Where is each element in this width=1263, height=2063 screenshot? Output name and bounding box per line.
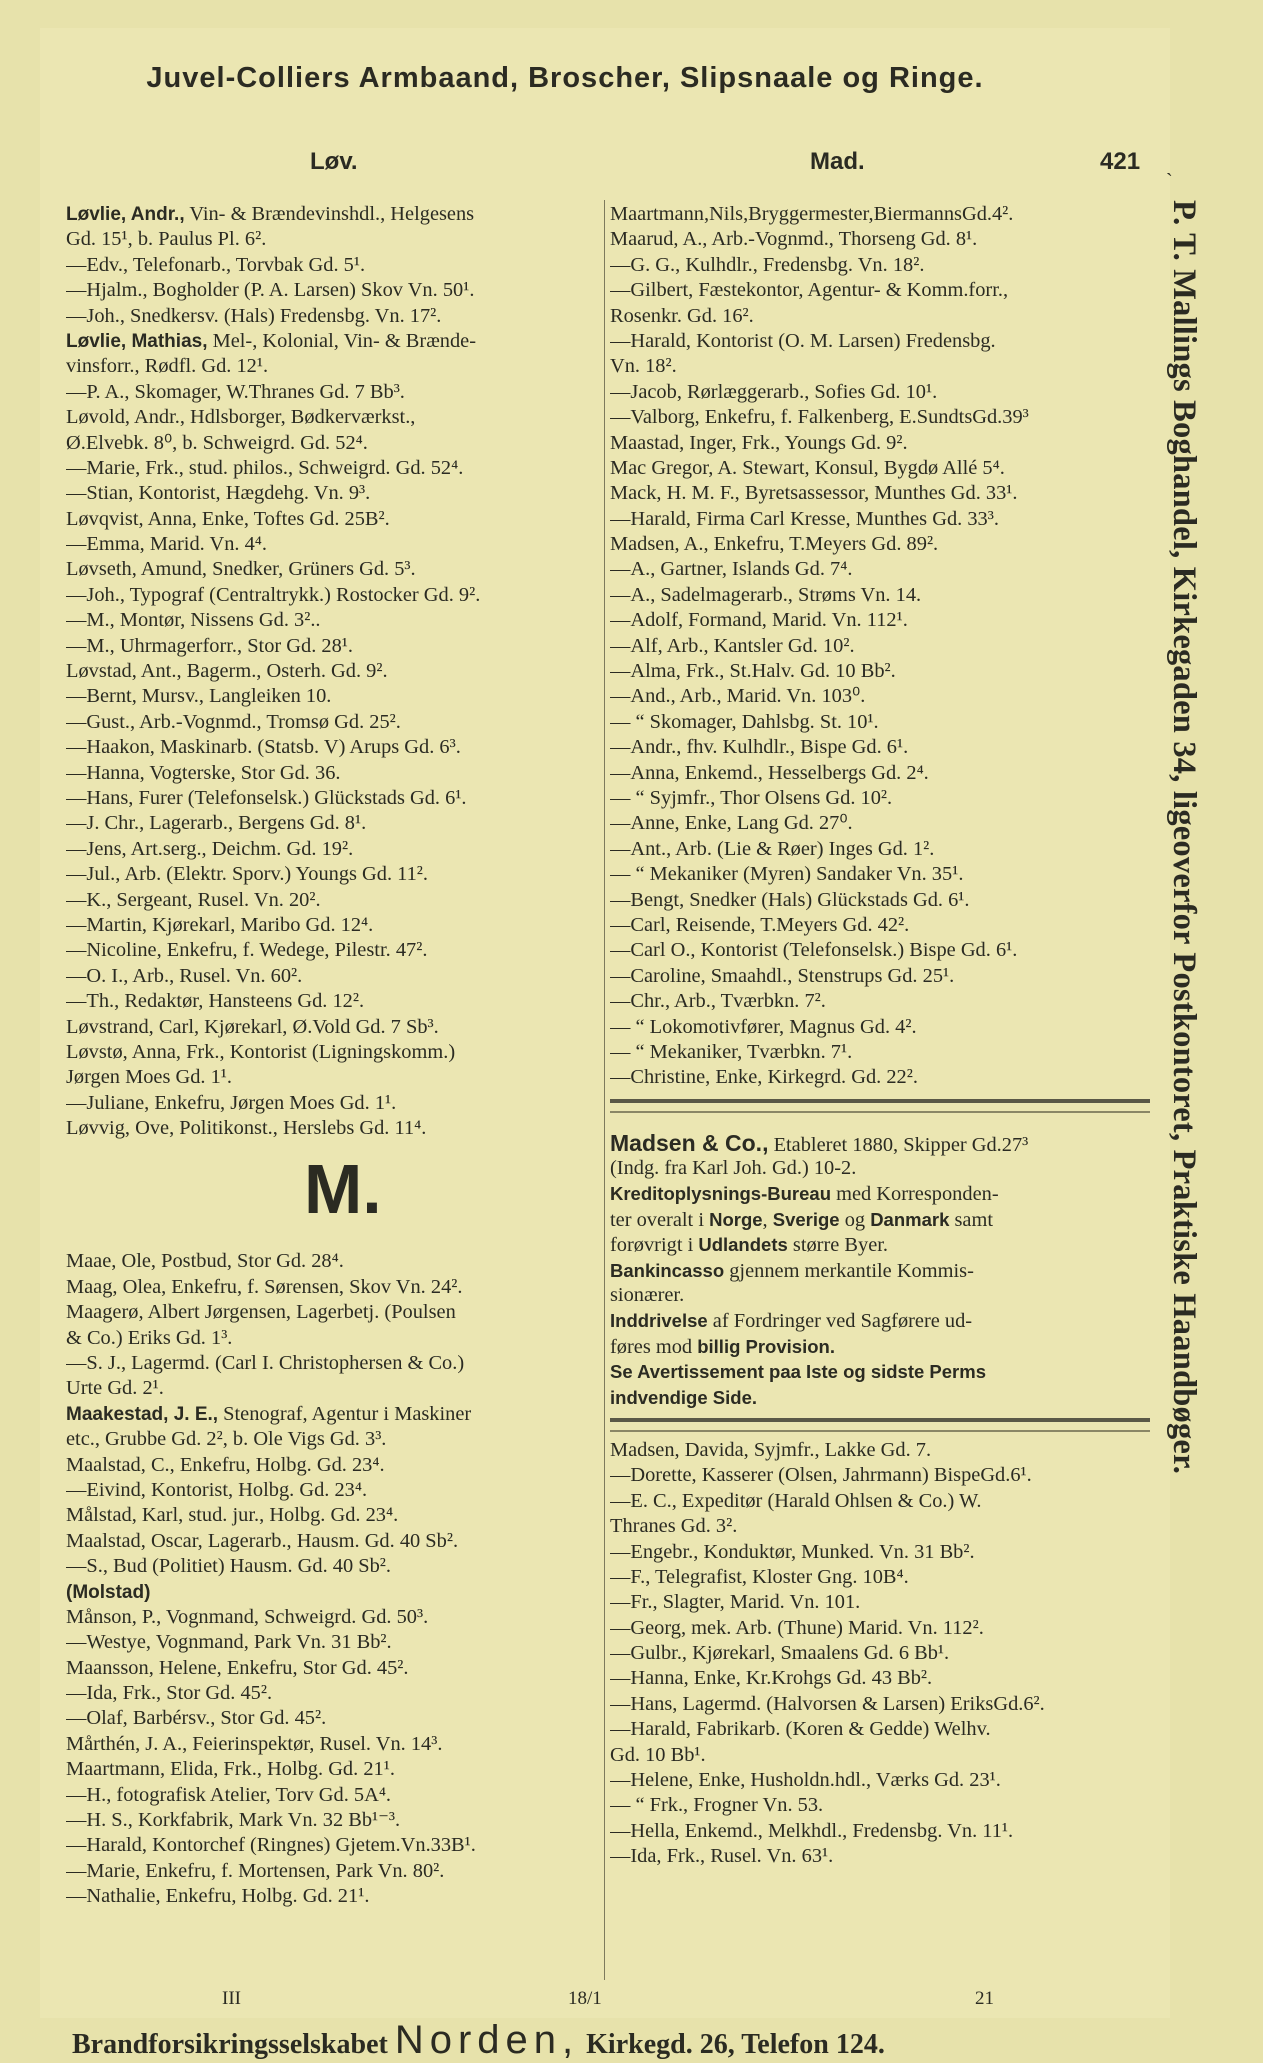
ad-og: og	[839, 1208, 871, 1231]
directory-entry	[66, 1605, 602, 1630]
entry-text: Maalstad, Oscar, Lagerarb., Hausm. Gd. 40 Sb².	[66, 1529, 459, 1552]
entry-text: etc., Grubbe Gd. 2², b. Ole Vigs Gd. 3³.	[66, 1428, 387, 1451]
directory-entry	[66, 938, 602, 963]
directory-entry	[66, 1326, 602, 1351]
directory-entry: —A., Sadelmagerarb., Strøms Vn. 14.	[610, 583, 922, 606]
directory-entry	[66, 608, 602, 633]
directory-entry: — “ Lokomotivfører, Magnus Gd. 4².	[610, 1015, 917, 1038]
directory-entry: — “ Frk., Frogner Vn. 53.	[610, 1794, 824, 1817]
directory-entry	[66, 1783, 602, 1808]
directory-entry	[66, 1249, 602, 1274]
bottom-banner-norden: Norden,	[394, 2018, 580, 2062]
ad-line5b: større Byer.	[787, 1234, 889, 1257]
directory-entry: —Hanna, Enke, Kr.Krohgs Gd. 43 Bb².	[610, 1667, 933, 1690]
directory-entry: —Anne, Enke, Lang Gd. 27⁰.	[610, 812, 853, 835]
ad-line5a: forøvrigt i	[610, 1234, 699, 1257]
directory-entry	[66, 431, 602, 456]
directory-entry: —Harald, Fabrikarb. (Koren & Gedde) Welhv.	[610, 1718, 991, 1741]
entry-text: —Bernt, Mursv., Langleiken 10.	[66, 685, 332, 708]
directory-entry: —Ant., Arb. (Lie & Røer) Inges Gd. 1².	[610, 837, 935, 860]
entry-text: Løvstø, Anna, Frk., Kontorist (Ligningskomm.)	[66, 1040, 456, 1063]
ad-company-name: Madsen & Co.,	[610, 1130, 769, 1156]
bottom-banner-a: Brandforsikringsselskabet	[72, 2029, 395, 2060]
directory-entry: —Alma, Frk., St.Halv. Gd. 10 Bb².	[610, 660, 896, 683]
directory-entry: Mack, H. M. F., Byretsassessor, Munthes Gd. 33¹.	[610, 482, 1018, 505]
directory-entry: Gd. 10 Bb¹.	[610, 1743, 706, 1766]
directory-entry: — “ Skomager, Dahlsbg. St. 10¹.	[610, 710, 879, 733]
directory-entry	[66, 989, 602, 1014]
running-head-right: Mad.	[810, 148, 865, 175]
top-advertisement-banner: Juvel-Colliers Armbaand, Broscher, Slipsnaale og Ringe.	[146, 62, 984, 94]
directory-entry: —A., Gartner, Islands Gd. 7⁴.	[610, 558, 853, 581]
directory-entry	[66, 253, 602, 278]
directory-entry: Mac Gregor, A. Stewart, Konsul, Bygdø Allé 5⁴.	[610, 456, 1005, 479]
right-entries-maa	[610, 202, 1150, 1091]
directory-entry	[66, 456, 602, 481]
entry-text: Løvstrand, Carl, Kjørekarl, Ø.Vold Gd. 7 Sb³.	[66, 1015, 439, 1038]
directory-entry	[66, 1427, 602, 1452]
directory-entry	[66, 583, 602, 608]
directory-entry	[66, 354, 602, 379]
directory-entry	[66, 1275, 602, 1300]
entry-text: Vin- & Brændevinshdl., Helgesens	[184, 203, 475, 225]
entry-text: Maag, Olea, Enkefru, f. Sørensen, Skov Vn. 24².	[66, 1275, 463, 1298]
entry-text: —Olaf, Barbérsv., Stor Gd. 45².	[66, 1707, 327, 1730]
directory-entry: —Fr., Slagter, Marid. Vn. 101.	[610, 1591, 861, 1614]
ad-comma: ,	[762, 1208, 773, 1231]
directory-entry	[66, 557, 602, 582]
directory-entry	[66, 1091, 602, 1116]
entry-text: —Eivind, Kontorist, Holbg. Gd. 23⁴.	[66, 1478, 368, 1501]
directory-entry: Rosenkr. Gd. 16².	[610, 304, 754, 327]
ad-udlandets: Udlandets	[698, 1234, 788, 1256]
entry-text: Løvseth, Amund, Snedker, Grüners Gd. 5³.	[66, 558, 416, 581]
entry-text: Målstad, Karl, stud. jur., Holbg. Gd. 23⁴.	[66, 1504, 399, 1527]
entry-text: —H. S., Korkfabrik, Mark Vn. 32 Bb¹⁻³.	[66, 1809, 401, 1832]
entry-text: Ø.Elvebk. 8⁰, b. Schweigrd. Gd. 52⁴.	[66, 431, 368, 454]
ad-danmark: Danmark	[870, 1208, 950, 1230]
directory-entry: —Gulbr., Kjørekarl, Smaalens Gd. 6 Bb¹.	[610, 1642, 950, 1665]
directory-entry	[66, 1681, 602, 1706]
ad-kreditt-rest: med Korresponden-	[831, 1183, 999, 1206]
entry-text: Maae, Ole, Postbud, Stor Gd. 28⁴.	[66, 1250, 344, 1273]
entry-text: —S., Bud (Politiet) Hausm. Gd. 40 Sb².	[66, 1555, 392, 1578]
directory-entry: —F., Telegrafist, Kloster Gng. 10B⁴.	[610, 1565, 909, 1588]
entry-text: —O. I., Arb., Rusel. Vn. 60².	[66, 964, 303, 987]
entry-text: —Th., Redaktør, Hansteens Gd. 12².	[66, 990, 365, 1013]
entry-surname-bold: Maakestad, J. E.,	[66, 1403, 219, 1425]
directory-entry: —Hans, Lagermd. (Halvorsen & Larsen) EriksGd.6².	[610, 1692, 1045, 1715]
entry-text: —Juliane, Enkefru, Jørgen Moes Gd. 1¹.	[66, 1091, 397, 1114]
directory-entry	[66, 1351, 602, 1376]
entry-text: —Hanna, Vogterske, Stor Gd. 36.	[66, 761, 341, 784]
entry-text: Løvqvist, Anna, Enke, Toftes Gd. 25B².	[66, 507, 390, 530]
entry-text: Mårthén, J. A., Feierinspektør, Rusel. Vn. 14³.	[66, 1732, 443, 1755]
directory-entry	[66, 1040, 602, 1065]
directory-entry	[66, 1376, 602, 1401]
entry-text: —Joh., Typograf (Centraltrykk.) Rostocker Gd. 9².	[66, 583, 481, 606]
page-number: 421	[1100, 148, 1141, 175]
directory-entry: Madsen, A., Enkefru, T.Meyers Gd. 89².	[610, 533, 939, 556]
directory-entry: —Harald, Kontorist (O. M. Larsen) Fredensbg.	[610, 329, 996, 352]
side-advertisement-text: P. T. Mallings Boghandel, Kirkegaden 34, ligeoverfor Postkontoret, Praktiske Haandbøger.	[1166, 200, 1202, 1475]
directory-entry: —Adolf, Formand, Marid. Vn. 112¹.	[610, 609, 908, 632]
directory-entry	[66, 1808, 602, 1833]
directory-entry: —Helene, Enke, Husholdn.hdl., Værks Gd. 23¹.	[610, 1769, 1001, 1792]
entry-text: —Ida, Frk., Stor Gd. 45².	[66, 1682, 273, 1705]
section-letter: M.	[304, 1150, 382, 1229]
directory-entry	[66, 1884, 602, 1909]
directory-entry	[66, 913, 602, 938]
directory-entry: —Dorette, Kasserer (Olsen, Jahrmann) BispeGd.6¹.	[610, 1464, 1032, 1487]
entry-text: vinsforr., Rødfl. Gd. 12¹.	[66, 355, 269, 378]
entry-text: Løvold, Andr., Hdlsborger, Bødkerværkst.,	[66, 406, 416, 429]
directory-entry: —G. G., Kulhdlr., Fredensbg. Vn. 18².	[610, 253, 925, 276]
directory-entry: —Caroline, Smaahdl., Stenstrups Gd. 25¹.	[610, 964, 955, 987]
footer-signature-left: III	[222, 1988, 241, 2009]
entry-text: —Stian, Kontorist, Hægdehg. Vn. 9³.	[66, 482, 371, 505]
entry-text: —Jens, Art.serg., Deichm. Gd. 19².	[66, 837, 354, 860]
entry-text: Jørgen Moes Gd. 1¹.	[66, 1066, 233, 1089]
directory-entry	[66, 1630, 602, 1655]
entry-text: —Jul., Arb. (Elektr. Sporv.) Youngs Gd. 11².	[66, 863, 429, 886]
directory-entry	[66, 684, 602, 709]
directory-entry: — “ Mekaniker, Tværbkn. 7¹.	[610, 1040, 853, 1063]
directory-entry: —Harald, Firma Carl Kresse, Munthes Gd. 33³.	[610, 507, 999, 530]
column-divider	[604, 200, 605, 1980]
directory-entry	[66, 507, 602, 532]
running-head-left: Løv.	[310, 148, 358, 175]
entry-text: —Emma, Marid. Vn. 4⁴.	[66, 533, 267, 556]
entry-text: —J. Chr., Lagerarb., Bergens Gd. 8¹.	[66, 812, 367, 835]
directory-entry	[66, 1503, 602, 1528]
directory-entry	[66, 278, 602, 303]
directory-entry	[66, 329, 602, 354]
directory-entry: —Carl, Reisende, T.Meyers Gd. 42².	[610, 913, 910, 936]
ad-line4a: ter overalt i	[610, 1208, 710, 1231]
entry-text: Stenograf, Agentur i Maskiner	[218, 1402, 472, 1425]
entry-text: Maagerø, Albert Jørgensen, Lagerbetj. (Poulsen	[66, 1301, 456, 1324]
entry-surname-bold: (Molstad)	[66, 1581, 151, 1603]
directory-entry	[66, 735, 602, 760]
entry-text: —K., Sergeant, Rusel. Vn. 20².	[66, 888, 321, 911]
directory-entry: —Bengt, Snedker (Hals) Glückstads Gd. 6¹.	[610, 888, 970, 911]
directory-entry: —Hella, Enkemd., Melkhdl., Fredensbg. Vn. 11¹.	[610, 1819, 1014, 1842]
entry-text: —M., Uhrmagerforr., Stor Gd. 28¹.	[66, 634, 354, 657]
ad-line7: sionærer.	[610, 1284, 685, 1307]
entry-text: Mel-, Kolonial, Vin- & Brænde-	[207, 329, 477, 352]
directory-entry	[66, 634, 602, 659]
directory-entry: —Anna, Enkemd., Hesselbergs Gd. 2⁴.	[610, 761, 929, 784]
entry-text: —Gust., Arb.-Vognmd., Tromsø Gd. 25².	[66, 710, 401, 733]
directory-entry	[66, 202, 602, 227]
entry-text: —Nicoline, Enkefru, f. Wedege, Pilestr. 47².	[66, 939, 428, 962]
directory-entry: Maastad, Inger, Frk., Youngs Gd. 9².	[610, 431, 908, 454]
left-entries-m	[66, 1249, 602, 1909]
directory-entry	[66, 1580, 602, 1605]
directory-entry: — “ Mekaniker (Myren) Sandaker Vn. 35¹.	[610, 863, 964, 886]
directory-entry	[66, 1015, 602, 1040]
ad-bottom-rule	[610, 1418, 1150, 1432]
directory-entry	[66, 710, 602, 735]
entry-text: —Edv., Telefonarb., Torvbak Gd. 5¹.	[66, 253, 366, 276]
entry-text: —Martin, Kjørekarl, Maribo Gd. 12⁴.	[66, 913, 374, 936]
directory-entry	[66, 811, 602, 836]
ad-inddrivelse: Inddrivelse	[610, 1310, 708, 1332]
entry-text: Løvstad, Ant., Bagerm., Osterh. Gd. 9².	[66, 660, 388, 683]
right-entries-madsen	[610, 1438, 1150, 1870]
ad-line9a: føres mod	[610, 1335, 698, 1358]
directory-entry	[66, 1453, 602, 1478]
entry-text: —Hjalm., Bogholder (P. A. Larsen) Skov Vn. 50¹.	[66, 279, 475, 302]
directory-entry	[66, 659, 602, 684]
entry-text: & Co.) Eriks Gd. 1³.	[66, 1326, 233, 1349]
footer-signature-center: 18/1	[568, 1988, 602, 2009]
directory-entry	[66, 1478, 602, 1503]
ad-line11: indvendige Side.	[610, 1386, 757, 1408]
entry-text: Gd. 15¹, b. Paulus Pl. 6².	[66, 228, 267, 251]
entry-text: Løvvig, Ove, Politikonst., Herslebs Gd. 11⁴.	[66, 1117, 427, 1140]
entry-text: —Hans, Furer (Telefonselsk.) Glückstads Gd. 6¹.	[66, 786, 467, 809]
directory-entry: —Gilbert, Fæstekontor, Agentur- & Komm.forr.,	[610, 279, 1009, 302]
directory-entry	[66, 1706, 602, 1731]
directory-entry: —Jacob, Rørlæggerarb., Sofies Gd. 10¹.	[610, 380, 938, 403]
entry-text: —Marie, Enkefru, f. Mortensen, Park Vn. 80².	[66, 1859, 445, 1882]
directory-entry: — “ Syjmfr., Thor Olsens Gd. 10².	[610, 786, 893, 809]
directory-entry	[66, 761, 602, 786]
entry-surname-bold: Løvlie, Mathias,	[66, 330, 208, 352]
directory-entry	[66, 1402, 602, 1427]
ad-norge: Norge	[709, 1208, 763, 1230]
entry-text: —H., fotografisk Atelier, Torv Gd. 5A⁴.	[66, 1783, 392, 1806]
entry-text: —Marie, Frk., stud. philos., Schweigrd. Gd. 52⁴.	[66, 456, 464, 479]
directory-entry	[66, 862, 602, 887]
madsen-co-advertisement	[610, 1119, 1150, 1410]
ad-kreditt: Kreditoplysnings-Bureau	[610, 1183, 831, 1205]
entry-text: Maansson, Helene, Enkefru, Stor Gd. 45².	[66, 1656, 409, 1679]
entry-text: —Haakon, Maskinarb. (Statsb. V) Arups Gd. 6³.	[66, 736, 461, 759]
ad-provision: billig Provision.	[697, 1335, 835, 1357]
bottom-banner-c: Kirkegd. 26, Telefon 124.	[579, 2029, 885, 2060]
entry-text: —S. J., Lagermd. (Carl I. Christophersen & Co.)	[66, 1352, 465, 1375]
directory-entry: Thranes Gd. 3².	[610, 1515, 738, 1538]
directory-entry	[66, 405, 602, 430]
left-column	[66, 202, 602, 1910]
ad-line10: Se Avertissement paa Iste og sidste Perms	[610, 1361, 986, 1383]
entry-text: —Westye, Vognmand, Park Vn. 31 Bb².	[66, 1631, 392, 1654]
directory-entry: —Christine, Enke, Kirkegrd. Gd. 22².	[610, 1066, 918, 1089]
directory-entry: Maartmann,Nils,Bryggermester,BiermannsGd.4².	[610, 203, 1014, 225]
entry-text: Urte Gd. 2¹.	[66, 1377, 164, 1400]
left-entries-lov	[66, 202, 602, 1141]
directory-entry	[66, 786, 602, 811]
directory-entry: —Andr., fhv. Kulhdlr., Bispe Gd. 6¹.	[610, 736, 909, 759]
directory-entry: —Valborg, Enkefru, f. Falkenberg, E.SundtsGd.39³	[610, 406, 1029, 429]
ad-bankincasso: Bankincasso	[610, 1259, 725, 1281]
right-column	[610, 202, 1150, 1870]
directory-entry: Vn. 18².	[610, 355, 677, 378]
ad-samt: samt	[949, 1208, 993, 1231]
directory-entry	[66, 1757, 602, 1782]
directory-entry	[66, 888, 602, 913]
directory-entry	[66, 481, 602, 506]
directory-entry	[66, 1732, 602, 1757]
directory-entry: Madsen, Davida, Syjmfr., Lakke Gd. 7.	[610, 1438, 932, 1461]
entry-text: —Joh., Snedkersv. (Hals) Fredensbg. Vn. 17².	[66, 304, 442, 327]
directory-entry: —Alf, Arb., Kantsler Gd. 10².	[610, 634, 855, 657]
directory-entry: Maarud, A., Arb.-Vognmd., Thorseng Gd. 8¹.	[610, 228, 978, 251]
directory-entry	[66, 380, 602, 405]
side-tick-mark: `	[1166, 170, 1173, 192]
directory-entry	[66, 1859, 602, 1884]
directory-entry	[66, 964, 602, 989]
directory-entry	[66, 837, 602, 862]
entry-text: Månson, P., Vognmand, Schweigrd. Gd. 50³.	[66, 1605, 429, 1628]
directory-entry	[66, 227, 602, 252]
directory-entry: —And., Arb., Marid. Vn. 103⁰.	[610, 685, 866, 708]
directory-entry	[66, 1554, 602, 1579]
entry-surname-bold: Løvlie, Andr.,	[66, 204, 185, 225]
directory-entry	[66, 1300, 602, 1325]
directory-entry: —Carl O., Kontorist (Telefonselsk.) Bispe Gd. 6¹.	[610, 939, 1018, 962]
entry-text: —M., Montør, Nissens Gd. 3²..	[66, 609, 321, 632]
directory-entry: —E. C., Expeditør (Harald Ohlsen & Co.) W.	[610, 1489, 982, 1512]
directory-entry: —Engebr., Konduktør, Munked. Vn. 31 Bb².	[610, 1540, 975, 1563]
ad-line2: (Indg. fra Karl Joh. Gd.) 10-2.	[610, 1157, 857, 1180]
entry-text: Maalstad, C., Enkefru, Holbg. Gd. 23⁴.	[66, 1453, 385, 1476]
bottom-advertisement-banner	[72, 2018, 1162, 2063]
directory-entry	[66, 1656, 602, 1681]
directory-entry	[66, 1529, 602, 1554]
directory-entry	[66, 1065, 602, 1090]
ad-top-rule	[610, 1099, 1150, 1113]
directory-entry: —Ida, Frk., Rusel. Vn. 63¹.	[610, 1845, 834, 1868]
entry-text: —Nathalie, Enkefru, Holbg. Gd. 21¹.	[66, 1885, 370, 1908]
directory-entry: —Georg, mek. Arb. (Thune) Marid. Vn. 112².	[610, 1616, 984, 1639]
ad-bank-rest: gjennem merkantile Kommis-	[724, 1259, 974, 1282]
ad-inddr-rest: af Fordringer ved Sagførere ud-	[707, 1310, 973, 1333]
entry-text: —P. A., Skomager, W.Thranes Gd. 7 Bb³.	[66, 380, 405, 403]
entry-text: Maartmann, Elida, Frk., Holbg. Gd. 21¹.	[66, 1758, 395, 1781]
directory-entry	[66, 1116, 602, 1141]
directory-entry	[66, 532, 602, 557]
directory-entry	[66, 304, 602, 329]
ad-sverige: Sverige	[772, 1208, 840, 1230]
side-advertisement	[1168, 200, 1208, 1780]
directory-entry: —Chr., Arb., Tværbkn. 7².	[610, 990, 826, 1013]
entry-text: —Harald, Kontorchef (Ringnes) Gjetem.Vn.33B¹.	[66, 1834, 476, 1857]
ad-line1: Etableret 1880, Skipper Gd.27³	[768, 1133, 1029, 1156]
footer-signature-right: 21	[975, 1988, 994, 2009]
directory-entry	[66, 1833, 602, 1858]
